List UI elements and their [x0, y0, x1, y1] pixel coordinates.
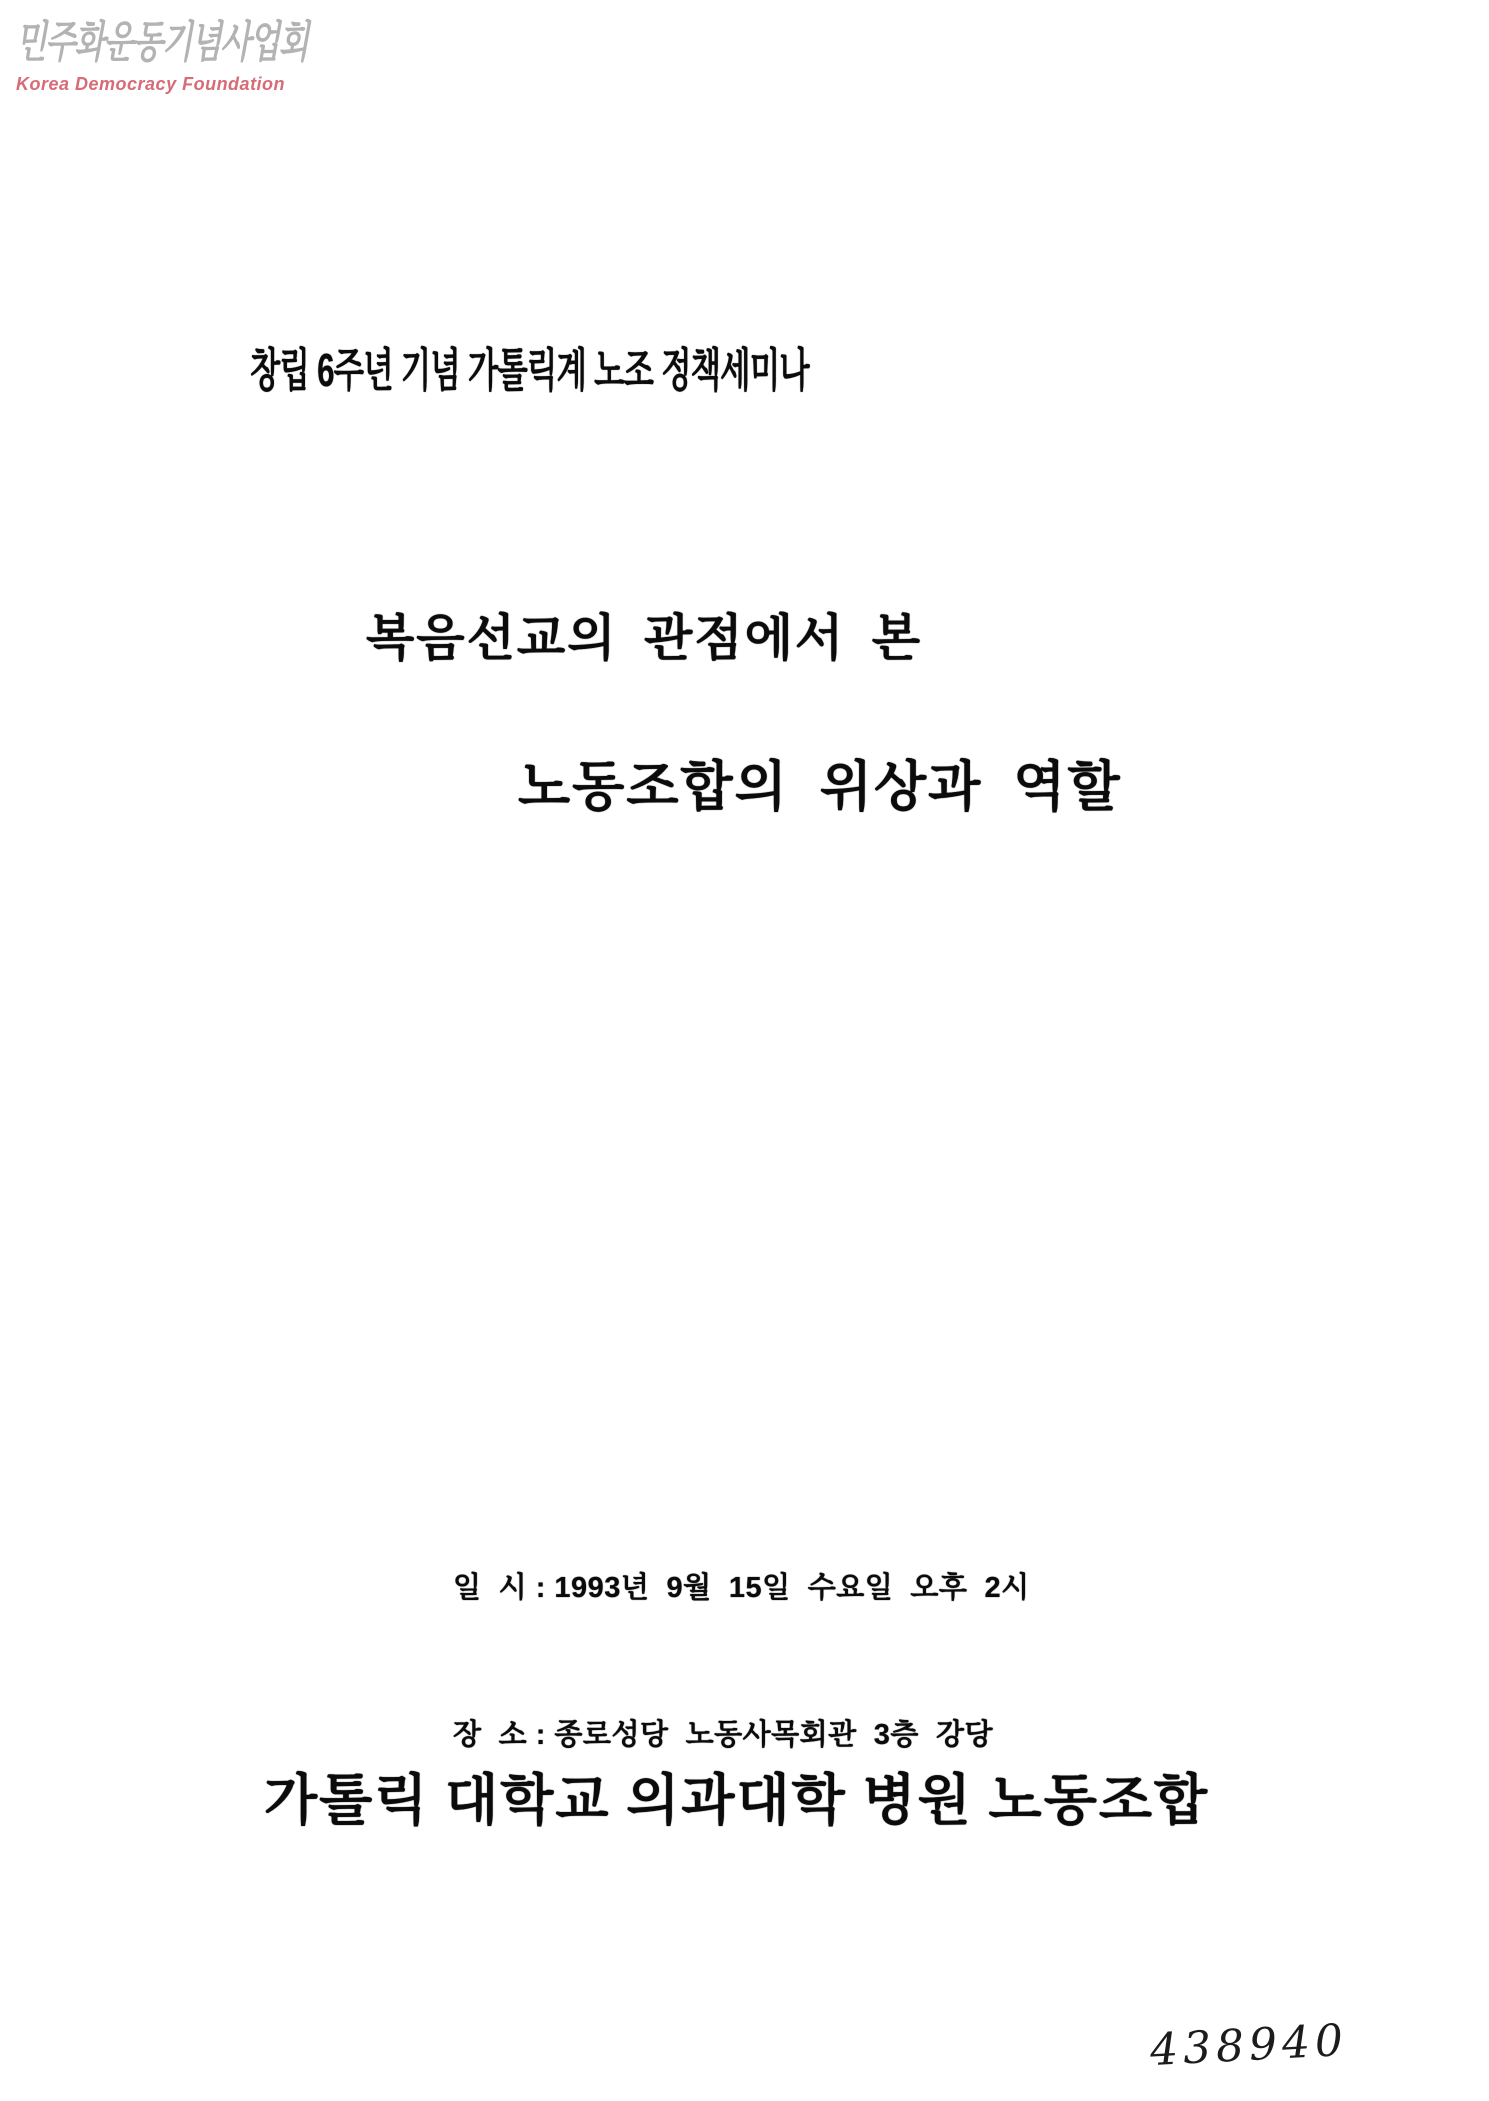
document-title-line1: 복음선교의 관점에서 본 — [366, 610, 922, 666]
logo-english-name: Korea Democracy Foundation — [16, 74, 286, 94]
logo-korean-calligraphy: 민주화운동기념사업회 — [16, 18, 308, 67]
document-title-line2: 노동조합의 위상과 역할 — [518, 757, 1122, 817]
event-place-line: 장 소 : 종로성당 노동사목회관 3층 강당 — [453, 1719, 994, 1751]
organizing-union-name: 가톨릭 대학교 의과대학 병원 노동조합 — [264, 1770, 1210, 1831]
event-date-line: 일 시 : 1993년 9월 15일 수요일 오후 2시 — [453, 1572, 1030, 1604]
korea-democracy-foundation-logo — [16, 6, 421, 95]
seminar-event-label: 창립 6주년 기념 가톨릭계 노조 정책세미나 — [250, 344, 809, 396]
handwritten-archive-number: 438940 — [1148, 2014, 1350, 2077]
